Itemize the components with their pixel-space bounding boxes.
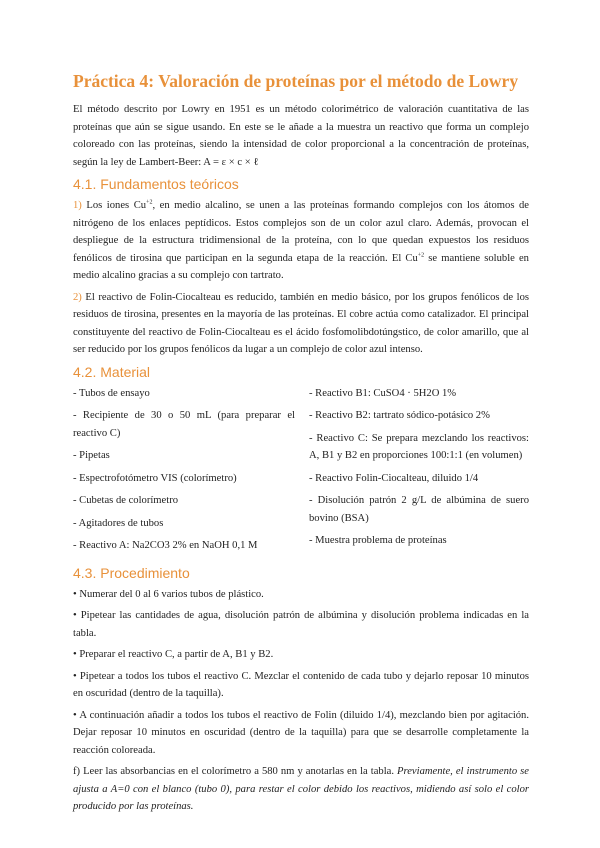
section-heading-fundamentos: 4.1. Fundamentos teóricos: [73, 176, 239, 192]
list-item: • Pipetear las cantidades de agua, disolución patrón de albúmina y disolución problema indicadas en la tabla.: [73, 610, 529, 639]
list-item: - Reactivo B1: CuSO4 · 5H2O 1%: [309, 387, 457, 399]
superscript: +2: [417, 251, 425, 258]
intro-paragraph: El método descrito por Lowry en 1951 es un método colorimétrico de valoración cuantitativa de las proteínas que aún se sigue usando. En este se le añade a la muestra un reactivo que forma un complejo coloreado con las proteínas, siendo la intensidad de color proporcional a la concentración de proteínas, según la ley de Lambert-Beer: A = ε × c × ℓ: [73, 104, 529, 168]
text-span: f) Leer las absorbancias en el colorímetro a 580 nm y anotarlas en la tabla.: [73, 766, 398, 777]
list-item: - Pipetas: [73, 450, 110, 461]
material-list-left: [73, 385, 295, 560]
page-title: Práctica 4: Valoración de proteínas por el método de Lowry: [73, 71, 519, 91]
list-item: - Reactivo C: Se prepara mezclando los reactivos: A, B1 y B2 en proporciones 100:1:1 (en volumen): [309, 432, 529, 461]
list-item: - Reactivo A: Na2CO3 2% en NaOH 0,1 M: [73, 540, 258, 551]
fundamentos-paragraph-2: [73, 289, 529, 359]
list-item: - Tubos de ensayo: [73, 387, 150, 399]
list-item: - Cubetas de colorímetro: [73, 495, 179, 506]
procedimiento-final-paragraph: [73, 763, 529, 816]
list-item: - Disolución patrón 2 g/L de albúmina de suero bovino (BSA): [309, 495, 529, 524]
list-item: • Preparar el reactivo C, a partir de A, B1 y B2.: [73, 649, 274, 660]
section-heading-material: 4.2. Material: [73, 363, 151, 380]
paragraph-number: 2): [73, 291, 82, 303]
list-item: • Numerar del 0 al 6 varios tubos de plástico.: [73, 588, 264, 600]
text-span: Los iones Cu: [81, 200, 147, 211]
list-item: - Reactivo B2: tartrato sódico-potásico 2%: [309, 410, 490, 421]
section-heading-procedimiento: 4.3. Procedimiento: [73, 564, 190, 581]
italic-note: Previamente, el instrumento se ajusta a A=0 con el blanco (tubo 0), para restar el color debido los reactivos, midiendo así solo el color producido por las proteínas.: [73, 766, 529, 812]
text-span: , en medio alcalino, se unen a las proteínas formando complejos con los átomos de nitrógeno de los enlaces peptídicos. Estos complejos son de un color azul claro. Además, provocan el despliegue de la estructura tridimensional de la proteína, con lo que quedan expuestos los residuos fenólicos de tirosina que participan en la segunda etapa de la reacción. El Cu: [73, 200, 529, 264]
superscript: +2: [146, 199, 153, 206]
list-item: • Pipetear a todos los tubos el reactivo C. Mezclar el contenido de cada tubo y dejarlo reposar 10 minutos en oscuridad (dentro de la taquilla).: [73, 670, 529, 699]
list-item: - Muestra problema de proteínas: [309, 535, 447, 546]
material-columns: [73, 385, 529, 560]
document-page: [73, 70, 529, 816]
text-span: El reactivo de Folin-Ciocalteau es reducido, también en medio básico, por los grupos fenólicos de los residuos de tirosina, presentes en la mayoría de las proteínas. El cobre actúa como catalizador. El principal constituyente del reactivo de Folin-Ciocalteau es el ácido fosfomolibdotúngstico, de color amarillo, que al ser reducido por los grupos fenólicos da lugar a un complejo de color azul intenso.: [73, 291, 529, 355]
text-span: se mantiene soluble en medio alcalino gracias a su complejo con tartrato.: [73, 252, 529, 281]
list-item: - Reactivo Folin-Ciocalteau, diluido 1/4: [309, 472, 479, 484]
list-item: - Agitadores de tubos: [73, 517, 164, 529]
fundamentos-paragraph-1: [73, 197, 529, 285]
list-item: - Recipiente de 30 o 50 mL (para preparar el reactivo C): [73, 410, 295, 439]
list-item: - Espectrofotómetro VIS (colorímetro): [73, 472, 237, 484]
paragraph-number: 1): [73, 200, 82, 211]
list-item: • A continuación añadir a todos los tubos el reactivo de Folin (diluido 1/4), mezclando bien por agitación. Dejar reposar 10 minutos en oscuridad (dentro de la taquilla) para que se desarrolle completamente la reacción coloreada.: [73, 709, 529, 756]
material-list-right: [309, 385, 529, 560]
